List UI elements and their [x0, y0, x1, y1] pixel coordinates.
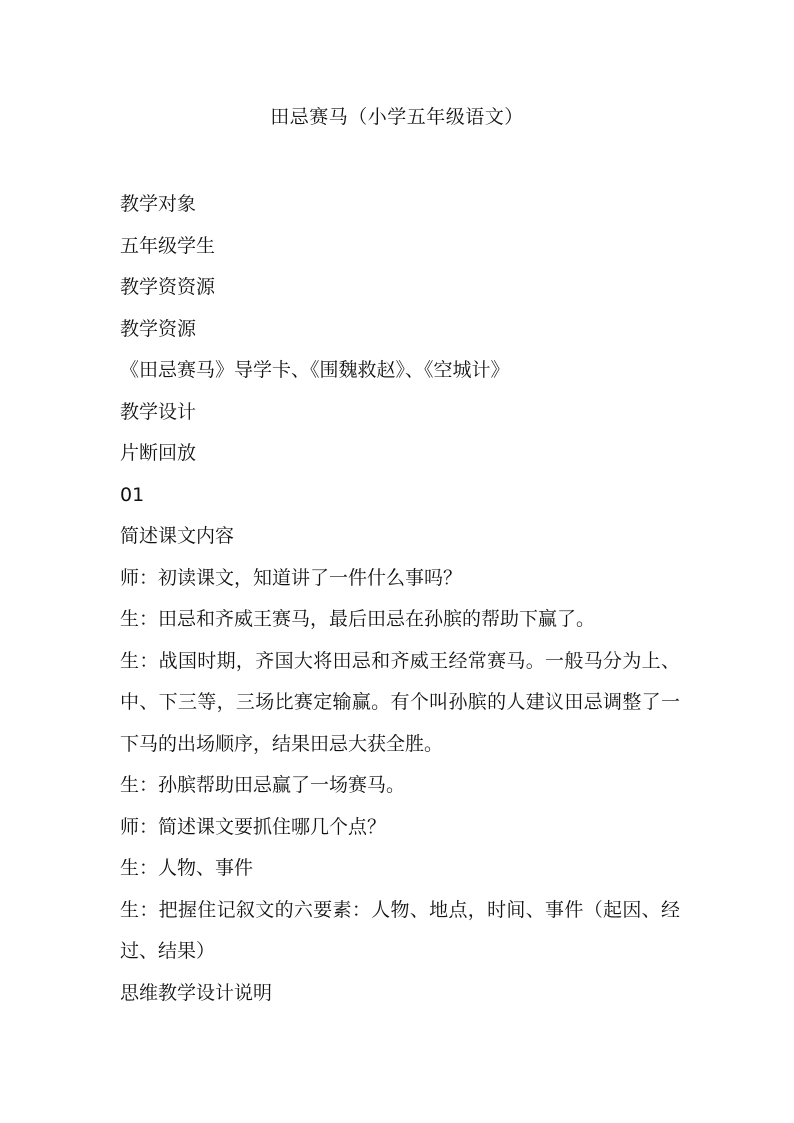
document-title: 田忌赛马（小学五年级语文）: [270, 106, 524, 128]
paragraph-dialogue-student-4: 生：人物、事件: [120, 857, 254, 879]
paragraph-resources-heading: 教学资源: [120, 317, 197, 340]
paragraph-design-notes-heading: 思维教学设计说明: [120, 981, 273, 1004]
paragraph-teaching-target: 五年级学生: [120, 234, 216, 257]
paragraph-dialogue-teacher-2: 师：简述课文要抓住哪几个点？: [120, 815, 387, 838]
paragraph-dialogue-student-3: 生：孙膑帮助田忌赢了一场赛马。: [120, 774, 406, 796]
paragraph-teaching-target-heading: 教学对象: [120, 193, 197, 215]
paragraph-section-heading: 简述课文内容: [120, 525, 235, 547]
paragraph-dialogue-student-5: 生：把握住记叙文的六要素：人物、地点，时间、事件（起因、经过、结果）: [120, 898, 680, 962]
paragraph-resources-list: 《田忌赛马》导学卡、《围魏救赵》、《空城计》: [120, 359, 510, 381]
paragraph-dialogue-teacher-1: 师：初读课文，知道讲了一件什么事吗？: [120, 566, 463, 589]
paragraph-dialogue-student-2: 生：战国时期，齐国大将田忌和齐威王经常赛马。一般马分为上、中、下三等，三场比赛定输赢。有个叫孙膑的人建议田忌调整了一下马的出场顺序，结果田忌大获全胜。: [120, 649, 680, 755]
paragraph-resources-heading-typo: 教学资资源: [120, 276, 216, 298]
paragraph-section-number: 01: [120, 483, 145, 506]
document-body: [120, 184, 680, 1014]
paragraph-dialogue-student-1: 生：田忌和齐威王赛马，最后田忌在孙膑的帮助下赢了。: [120, 608, 596, 630]
paragraph-design-heading: 教学设计: [120, 400, 197, 423]
paragraph-segment-replay: 片断回放: [120, 442, 197, 464]
